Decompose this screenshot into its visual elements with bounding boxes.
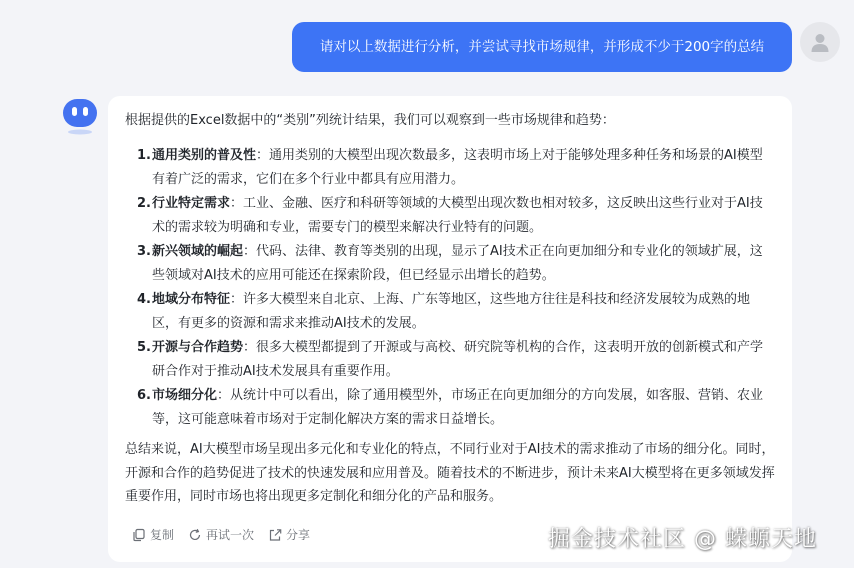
copy-icon	[132, 528, 146, 542]
list-item-number: 5.	[137, 340, 151, 355]
analysis-points-list	[125, 144, 774, 431]
list-item-separator: ：	[243, 244, 257, 259]
list-item-body: 通用类别的大模型出现次数最多，这表明市场上对于能够处理多种任务和场景的AI模型有着广泛的需求，它们在多个行业中都具有应用潜力。	[152, 148, 763, 187]
retry-button[interactable]	[188, 526, 254, 543]
copy-label: 复制	[150, 528, 175, 542]
list-item-title: 通用类别的普及性	[152, 148, 257, 163]
user-message-bubble: 请对以上数据进行分析，并尝试寻找市场规律，并形成不少于200字的总结	[292, 22, 792, 72]
list-item-separator: ：	[230, 292, 244, 307]
user-message-row	[0, 22, 854, 72]
list-item-title: 新兴领域的崛起	[152, 244, 244, 259]
list-item	[125, 288, 774, 335]
assistant-answer-card	[108, 96, 792, 562]
assistant-avatar	[60, 96, 100, 136]
list-item-body: 代码、法律、教育等类别的出现，显示了AI技术正在向更加细分和专业化的领域扩展，这些领域对AI技术的应用可能还在探索阶段，但已经显示出增长的趋势。	[152, 244, 763, 283]
list-item-separator: ：	[230, 196, 244, 211]
list-item-body: 许多大模型来自北京、上海、广东等地区，这些地方往往是科技和经济发展较为成熟的地区，有更多的资源和需求来推动AI技术的发展。	[152, 292, 751, 331]
share-icon	[268, 528, 282, 542]
list-item-number: 4.	[137, 292, 151, 307]
copy-button[interactable]	[132, 526, 174, 543]
answer-summary: 总结来说，AI大模型市场呈现出多元化和专业化的特点，不同行业对于AI技术的需求推动了市场的细分化。同时，开源和合作的趋势促进了技术的快速发展和应用普及。随着技术的不断进步，预计未来AI大模型将在更多领域发挥重要作用，同时市场也将出现更多定制化和细分化的产品和服务。	[125, 442, 775, 504]
list-item-title: 市场细分化	[152, 388, 218, 403]
answer-actions	[132, 526, 310, 543]
retry-label: 再试一次	[206, 528, 255, 542]
robot-icon	[60, 96, 100, 136]
list-item-separator: ：	[256, 148, 270, 163]
list-item-body: 从统计中可以看出，除了通用模型外，市场正在向更加细分的方向发展，如客服、营销、农业等，这可能意味着市场对于定制化解决方案的需求日益增长。	[152, 388, 764, 427]
list-item-number: 1.	[137, 148, 151, 163]
list-item-body: 很多大模型都提到了开源或与高校、研究院等机构的合作，这表明开放的创新模式和产学研合作对于推动AI技术发展具有重要作用。	[152, 340, 764, 379]
list-item-body: 工业、金融、医疗和科研等领域的大模型出现次数也相对较多，这反映出这些行业对于AI技术的需求较为明确和专业，需要专门的模型来解决行业特有的问题。	[152, 196, 763, 235]
list-item-number: 3.	[137, 244, 151, 259]
list-item-title: 行业特定需求	[152, 196, 231, 211]
list-item	[125, 336, 774, 383]
user-icon	[809, 31, 831, 53]
list-item-title: 开源与合作趋势	[152, 340, 244, 355]
answer-intro: 根据提供的Excel数据中的“类别”列统计结果，我们可以观察到一些市场规律和趋势：	[125, 113, 615, 128]
share-button[interactable]	[268, 526, 310, 543]
user-avatar[interactable]	[800, 22, 840, 62]
list-item	[125, 144, 774, 191]
list-item-number: 2.	[137, 196, 151, 211]
list-item	[125, 192, 774, 239]
watermark: 掘金技术社区 @ 蝾螈天地	[548, 527, 817, 552]
list-item	[125, 384, 774, 431]
list-item-separator: ：	[243, 340, 257, 355]
share-label: 分享	[286, 528, 311, 542]
refresh-icon	[188, 528, 202, 542]
list-item-number: 6.	[137, 388, 151, 403]
list-item-title: 地域分布特征	[152, 292, 231, 307]
list-item-separator: ：	[217, 388, 231, 403]
list-item	[125, 240, 774, 287]
